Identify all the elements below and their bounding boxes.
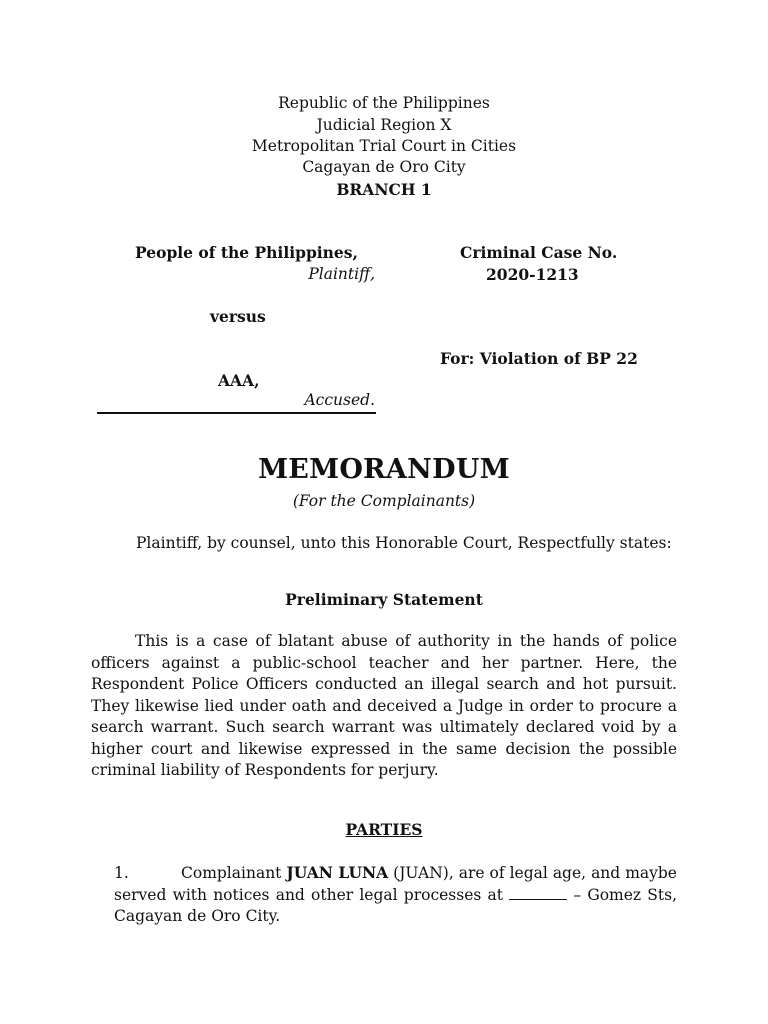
header-branch: BRANCH 1 (336, 180, 432, 199)
plaintiff-name: People of the Philippines, (135, 243, 358, 262)
caption-underline (97, 412, 376, 414)
preliminary-heading: Preliminary Statement (285, 590, 483, 609)
header-court: Metropolitan Trial Court in Cities (251, 137, 517, 155)
parties-heading: PARTIES (345, 820, 423, 839)
preliminary-text: This is a case of blatant abuse of authority in the hands of police officers against a public-school teacher and her partner. Here, the Respondent Police Officers conducted an illegal search and hot pursuit. They likewise lied under oath and deceived a Judge in order to procure a search warrant. Such search warrant was ultimately declared void by a higher court and likewise expressed in the same decision the possible criminal liability of Respondents for perjury. (91, 632, 677, 779)
item-text-b: (JUAN), are of legal age, and maybe served with notices and other legal processes at (114, 864, 677, 904)
header-city: Cagayan de Oro City (302, 158, 466, 176)
item-text-a: Complainant (181, 864, 287, 882)
accused-role: Accused. (304, 391, 375, 409)
opening-statement: Plaintiff, by counsel, unto this Honorable Court, Respectfully states: (136, 534, 672, 552)
accused-name: AAA, (218, 371, 260, 390)
header-region: Judicial Region X (316, 116, 452, 134)
address-blank (509, 887, 567, 900)
violation-label: For: Violation of BP 22 (440, 349, 638, 368)
item-text-c: – Gomez Sts, Cagayan de Oro City. (114, 885, 678, 925)
header-republic: Republic of the Philippines (278, 94, 490, 112)
preliminary-paragraph (91, 631, 677, 782)
plaintiff-role: Plaintiff, (308, 265, 375, 283)
item-number: 1. (114, 864, 129, 882)
complainant-name: JUAN LUNA (286, 863, 389, 882)
party-item-1 (114, 862, 677, 928)
case-label: Criminal Case No. (460, 243, 618, 262)
case-number: 2020-1213 (486, 265, 579, 284)
document-title: MEMORANDUM (258, 454, 510, 485)
versus-label: versus (210, 307, 266, 326)
document-subtitle: (For the Complainants) (292, 492, 476, 510)
